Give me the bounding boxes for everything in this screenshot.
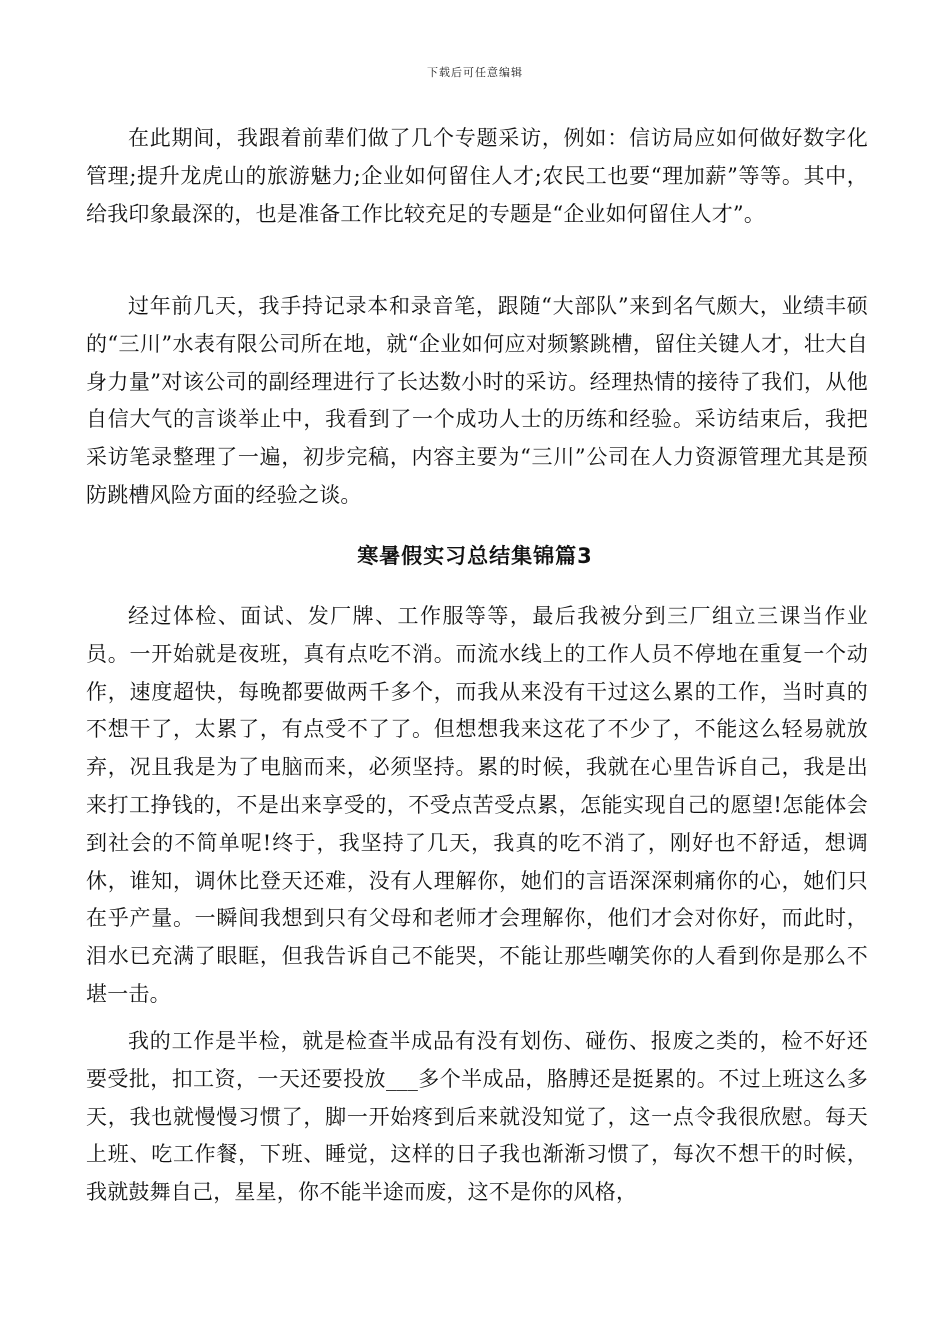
paragraph-factory-work: 经过体检、面试、发厂牌、工作服等等，最后我被分到三厂组立三课当作业员。一开始就是夜班，真有点吃不消。而流水线上的工作人员不停地在重复一个动作，速度超快，每晚都要做两千多个，而我从来没有干过这么累的工作，当时真的不想干了，太累了，有点受不了了。但想想我来这花了不少了，不能这么轻易就放弃，况且我是为了电脑而来，必须坚持。累的时候，我就在心里告诉自己，我是出来打工挣钱的，不是出来享受的，不受点苦受点累，怎能实现自己的愿望!怎能体会到社会的不简单呢!终于，我坚持了几天，我真的吃不消了，刚好也不舒适，想调休，谁知，调休比登天还难，没有人理解你，她们的言语深深刺痛你的心，她们只在乎产量。一瞬间我想到只有父母和老师才会理解你，他们才会对你好，而此时，泪水已充满了眼眶，但我告诉自己不能哭，不能让那些嘲笑你的人看到你是那么不堪一击。 — [86, 604, 868, 1006]
page-header-note: 下载后可任意编辑 — [427, 66, 523, 79]
paragraph-half-inspection: 我的工作是半检，就是检查半成品有没有划伤、碰伤、报废之类的，检不好还要受批，扣工资，一天还要投放___多个半成品，胳膊还是挺累的。不过上班这么多天，我也就慢慢习惯了，脚一开始疼到后来就没知觉了，这一点令我很欣慰。每天上班、吃工作餐，下班、睡觉，这样的日子我也渐渐习惯了，每次不想干的时候，我就鼓舞自己，星星，你不能半途而废，这不是你的风格， — [86, 1029, 868, 1205]
paragraph-interview-topics: 在此期间，我跟着前辈们做了几个专题采访，例如：信访局应如何做好数字化管理;提升龙虎山的旅游魅力;企业如何留住人才;农民工也要“理加薪”等等。其中，给我印象最深的，也是准备工作比较充足的专题是“企业如何留住人才”。 — [86, 126, 868, 226]
paragraph-sanchuan-interview: 过年前几天，我手持记录本和录音笔，跟随“大部队”来到名气颇大，业绩丰硕的“三川”水表有限公司所在地，就“企业如何应对频繁跳槽，留住关键人才，壮大自身力量”对该公司的副经理进行了长达数小时的采访。经理热情的接待了我们，从他自信大气的言谈举止中，我看到了一个成功人士的历练和经验。采访结束后，我把采访笔录整理了一遍，初步完稿，内容主要为“三川”公司在人力资源管理尤其是预防跳槽风险方面的经验之谈。 — [86, 294, 868, 507]
section-heading: 寒暑假实习总结集锦篇3 — [357, 544, 593, 568]
